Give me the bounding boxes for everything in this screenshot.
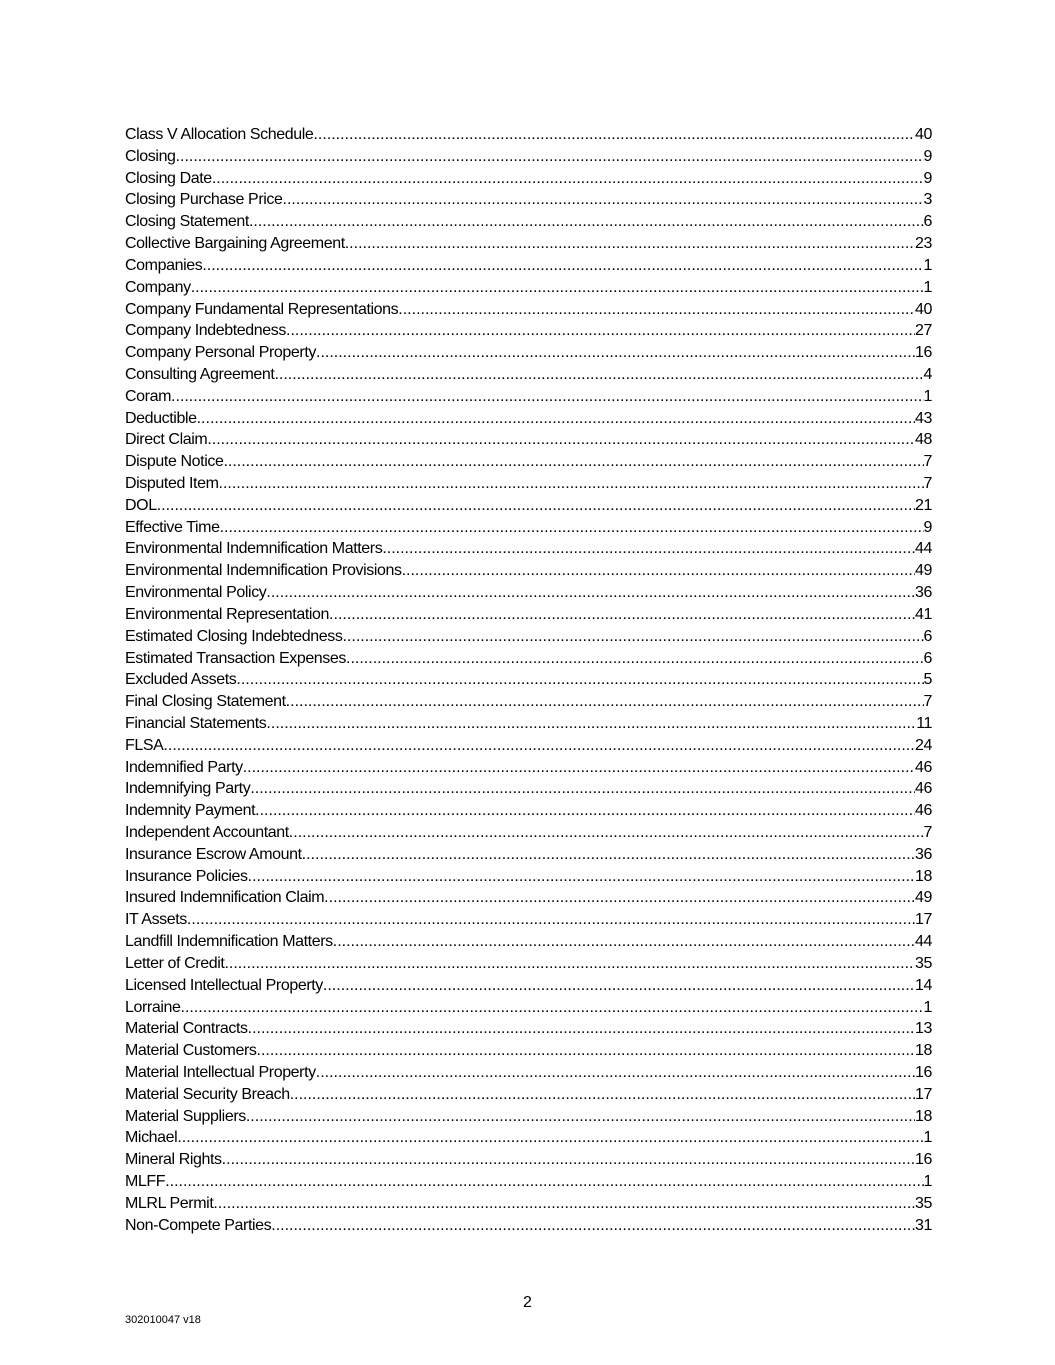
index-term: Direct Claim — [125, 431, 208, 449]
dot-leader — [243, 757, 915, 779]
dot-leader — [346, 648, 923, 670]
dot-leader — [249, 211, 924, 233]
index-page-reference: 36 — [915, 584, 932, 602]
index-page-reference: 1 — [923, 1129, 932, 1147]
index-term: Letter of Credit — [125, 954, 225, 972]
index-page-reference: 31 — [915, 1216, 932, 1234]
index-entry — [125, 844, 932, 866]
dot-leader — [187, 909, 915, 931]
index-page-reference: 24 — [915, 736, 932, 754]
index-entry — [125, 866, 932, 888]
index-term: FLSA — [125, 736, 164, 754]
index-page-reference: 1 — [923, 278, 932, 296]
index-term: Company Fundamental Representations — [125, 300, 399, 318]
index-term: Environmental Indemnification Matters — [125, 540, 383, 558]
dot-leader — [236, 669, 923, 691]
index-entry — [125, 560, 932, 582]
index-page-reference: 1 — [923, 998, 932, 1016]
index-term: Estimated Transaction Expenses — [125, 649, 347, 667]
dot-leader — [181, 997, 924, 1019]
dot-leader — [224, 953, 915, 975]
index-term: Deductible — [125, 409, 197, 427]
dot-leader — [165, 1171, 923, 1193]
index-term: Non-Compete Parties — [125, 1216, 272, 1234]
index-entry — [125, 1171, 932, 1193]
dot-leader — [171, 386, 923, 408]
index-entry — [125, 648, 932, 670]
dot-leader — [157, 495, 915, 517]
dot-leader — [286, 320, 915, 342]
index-page-reference: 9 — [923, 147, 932, 165]
index-entry — [125, 451, 932, 473]
index-entry — [125, 408, 932, 430]
index-term: Consulting Agreement — [125, 365, 275, 383]
index-entry — [125, 669, 932, 691]
index-term: Collective Bargaining Agreement — [125, 235, 345, 253]
page-number: 2 — [523, 1294, 532, 1311]
dot-leader — [271, 1215, 915, 1237]
index-page-reference: 49 — [915, 889, 932, 907]
index-page-reference: 23 — [915, 235, 932, 253]
dot-leader — [382, 538, 915, 560]
index-entry — [125, 124, 932, 146]
index-term: Financial Statements — [125, 714, 267, 732]
index-term: Company Indebtedness — [125, 322, 287, 340]
index-page-reference: 21 — [915, 496, 932, 514]
index-term: Material Contracts — [125, 1020, 248, 1038]
index-page-reference: 6 — [923, 627, 932, 645]
index-term: Environmental Policy — [125, 584, 267, 602]
index-term: Material Security Breach — [125, 1085, 290, 1103]
dot-leader — [289, 822, 924, 844]
index-term: Independent Accountant — [125, 824, 289, 841]
index-page-reference: 9 — [923, 169, 932, 187]
index-entry — [125, 277, 932, 299]
index-page-reference: 7 — [923, 453, 932, 471]
index-entry — [125, 146, 932, 168]
index-term: Material Intellectual Property — [125, 1063, 316, 1081]
index-page-reference: 7 — [923, 475, 932, 492]
dot-leader — [213, 1193, 915, 1215]
dot-leader — [329, 604, 915, 626]
index-entry — [125, 189, 932, 211]
index-entry — [125, 538, 932, 560]
index-page-reference: 16 — [915, 344, 932, 362]
index-term: Coram — [125, 387, 172, 405]
dot-leader — [398, 299, 915, 321]
index-page-reference: 18 — [915, 1107, 932, 1125]
index-entry — [125, 909, 932, 931]
index-page-reference: 16 — [915, 1151, 932, 1169]
dot-leader — [283, 189, 924, 211]
dot-leader — [266, 582, 915, 604]
index-term: Material Suppliers — [125, 1107, 246, 1125]
index-page-reference: 13 — [915, 1020, 932, 1038]
index-entry — [125, 800, 932, 822]
index-term: Final Closing Statement — [125, 693, 286, 711]
index-entry — [125, 626, 932, 648]
index-term: Closing Statement — [125, 213, 249, 231]
index-term: Closing Purchase Price — [125, 191, 283, 209]
index-entry — [125, 320, 932, 342]
dot-leader — [345, 233, 915, 255]
index-entry — [125, 299, 932, 321]
index-page-reference: 27 — [915, 322, 932, 340]
dot-leader — [246, 1106, 915, 1128]
index-entry — [125, 233, 932, 255]
index-term: Lorraine — [125, 998, 181, 1016]
index-term: Class V Allocation Schedule — [125, 126, 314, 143]
index-term: Companies — [125, 256, 203, 274]
dot-leader — [255, 800, 915, 822]
index-page-reference: 48 — [915, 431, 932, 449]
index-page-reference: 49 — [915, 562, 932, 580]
index-term: Material Customers — [125, 1042, 257, 1060]
index-entry — [125, 1018, 932, 1040]
index-page-reference: 17 — [915, 1085, 932, 1103]
index-term: Company — [125, 278, 191, 296]
index-page-reference: 9 — [923, 518, 932, 536]
index-page-reference: 4 — [923, 365, 932, 383]
index-page-reference: 6 — [923, 213, 932, 231]
index-entry — [125, 429, 932, 451]
index-entry — [125, 495, 932, 517]
dot-leader — [191, 277, 924, 299]
dot-leader — [316, 1062, 915, 1084]
index-term: IT Assets — [125, 911, 187, 929]
index-term: Indemnity Payment — [125, 802, 256, 820]
dot-leader — [202, 255, 923, 277]
index-page-reference: 7 — [923, 824, 932, 841]
index-term: Dispute Notice — [125, 453, 224, 471]
index-entry — [125, 713, 932, 735]
dot-leader — [342, 626, 923, 648]
defined-terms-index — [125, 124, 932, 1236]
index-term: Indemnifying Party — [125, 780, 251, 798]
index-entry — [125, 1149, 932, 1171]
index-page-reference: 17 — [915, 911, 932, 929]
index-entry — [125, 691, 932, 713]
dot-leader — [248, 1018, 915, 1040]
dot-leader — [313, 124, 915, 146]
index-entry — [125, 1127, 932, 1149]
dot-leader — [402, 560, 915, 582]
index-term: MLRL Permit — [125, 1194, 214, 1212]
index-page-reference: 1 — [923, 1173, 932, 1190]
index-term: DOL — [125, 496, 157, 514]
index-term: Insurance Escrow Amount — [125, 845, 302, 863]
index-entry — [125, 473, 932, 495]
index-term: Closing Date — [125, 169, 212, 187]
dot-leader — [302, 844, 915, 866]
index-entry — [125, 342, 932, 364]
index-entry — [125, 757, 932, 779]
dot-leader — [176, 146, 924, 168]
index-page-reference: 46 — [915, 802, 932, 820]
index-page-reference: 1 — [923, 387, 932, 405]
index-term: Indemnified Party — [125, 758, 243, 776]
dot-leader — [220, 517, 924, 539]
index-page-reference: 44 — [915, 933, 932, 951]
dot-leader — [274, 364, 923, 386]
dot-leader — [333, 931, 915, 953]
dot-leader — [163, 735, 915, 757]
index-entry — [125, 953, 932, 975]
index-page-reference: 36 — [915, 845, 932, 863]
index-entry — [125, 386, 932, 408]
dot-leader — [286, 691, 924, 713]
index-entry — [125, 778, 932, 800]
dot-leader — [207, 429, 915, 451]
index-page-reference: 18 — [915, 1042, 932, 1060]
index-entry — [125, 582, 932, 604]
index-page-reference: 1 — [923, 256, 932, 274]
index-entry — [125, 604, 932, 626]
index-page-reference: 43 — [915, 409, 932, 427]
index-entry — [125, 887, 932, 909]
dot-leader — [290, 1084, 915, 1106]
dot-leader — [219, 473, 924, 495]
index-page-reference: 44 — [915, 540, 932, 558]
index-entry — [125, 211, 932, 233]
index-entry — [125, 1084, 932, 1106]
index-entry — [125, 168, 932, 190]
index-term: Closing — [125, 147, 176, 165]
dot-leader — [323, 975, 915, 997]
index-page-reference: 35 — [915, 954, 932, 972]
index-term: MLFF — [125, 1173, 166, 1190]
dot-leader — [197, 408, 915, 430]
dot-leader — [257, 1040, 915, 1062]
dot-leader — [177, 1127, 923, 1149]
dot-leader — [248, 866, 915, 888]
index-page-reference: 14 — [915, 976, 932, 994]
index-page-reference: 11 — [916, 714, 932, 732]
dot-leader — [250, 778, 915, 800]
index-term: Insured Indemnification Claim — [125, 889, 325, 907]
index-page-reference: 46 — [915, 780, 932, 798]
index-entry — [125, 931, 932, 953]
index-term: Company Personal Property — [125, 344, 316, 362]
index-page-reference: 41 — [915, 605, 932, 623]
dot-leader — [222, 1149, 915, 1171]
index-term: Excluded Assets — [125, 671, 237, 689]
index-term: Disputed Item — [125, 475, 219, 492]
index-page-reference: 18 — [915, 867, 932, 885]
index-entry — [125, 1215, 932, 1237]
document-id: 302010047 v18 — [125, 1314, 201, 1326]
index-entry — [125, 1040, 932, 1062]
index-term: Mineral Rights — [125, 1151, 222, 1169]
index-entry — [125, 517, 932, 539]
index-page-reference: 40 — [915, 300, 932, 318]
index-page-reference: 35 — [915, 1194, 932, 1212]
index-page-reference: 16 — [915, 1063, 932, 1081]
index-term: Environmental Representation — [125, 605, 330, 623]
index-page-reference: 5 — [923, 671, 932, 689]
index-page-reference: 6 — [923, 649, 932, 667]
index-term: Estimated Closing Indebtedness — [125, 627, 343, 645]
index-entry — [125, 975, 932, 997]
index-entry — [125, 364, 932, 386]
index-entry — [125, 1193, 932, 1215]
index-entry — [125, 735, 932, 757]
index-page-reference: 7 — [923, 693, 932, 711]
index-term: Licensed Intellectual Property — [125, 976, 323, 994]
index-term: Landfill Indemnification Matters — [125, 933, 333, 951]
index-entry — [125, 255, 932, 277]
index-entry — [125, 1106, 932, 1128]
index-term: Michael — [125, 1129, 178, 1147]
index-entry — [125, 1062, 932, 1084]
dot-leader — [212, 168, 924, 190]
index-term: Environmental Indemnification Provisions — [125, 562, 402, 580]
dot-leader — [324, 887, 915, 909]
index-page-reference: 40 — [915, 126, 932, 143]
index-entry — [125, 822, 932, 844]
index-term: Insurance Policies — [125, 867, 248, 885]
index-term: Effective Time — [125, 518, 220, 536]
index-entry — [125, 997, 932, 1019]
dot-leader — [223, 451, 923, 473]
index-page-reference: 3 — [923, 191, 932, 209]
dot-leader — [266, 713, 916, 735]
index-page-reference: 46 — [915, 758, 932, 776]
dot-leader — [316, 342, 915, 364]
